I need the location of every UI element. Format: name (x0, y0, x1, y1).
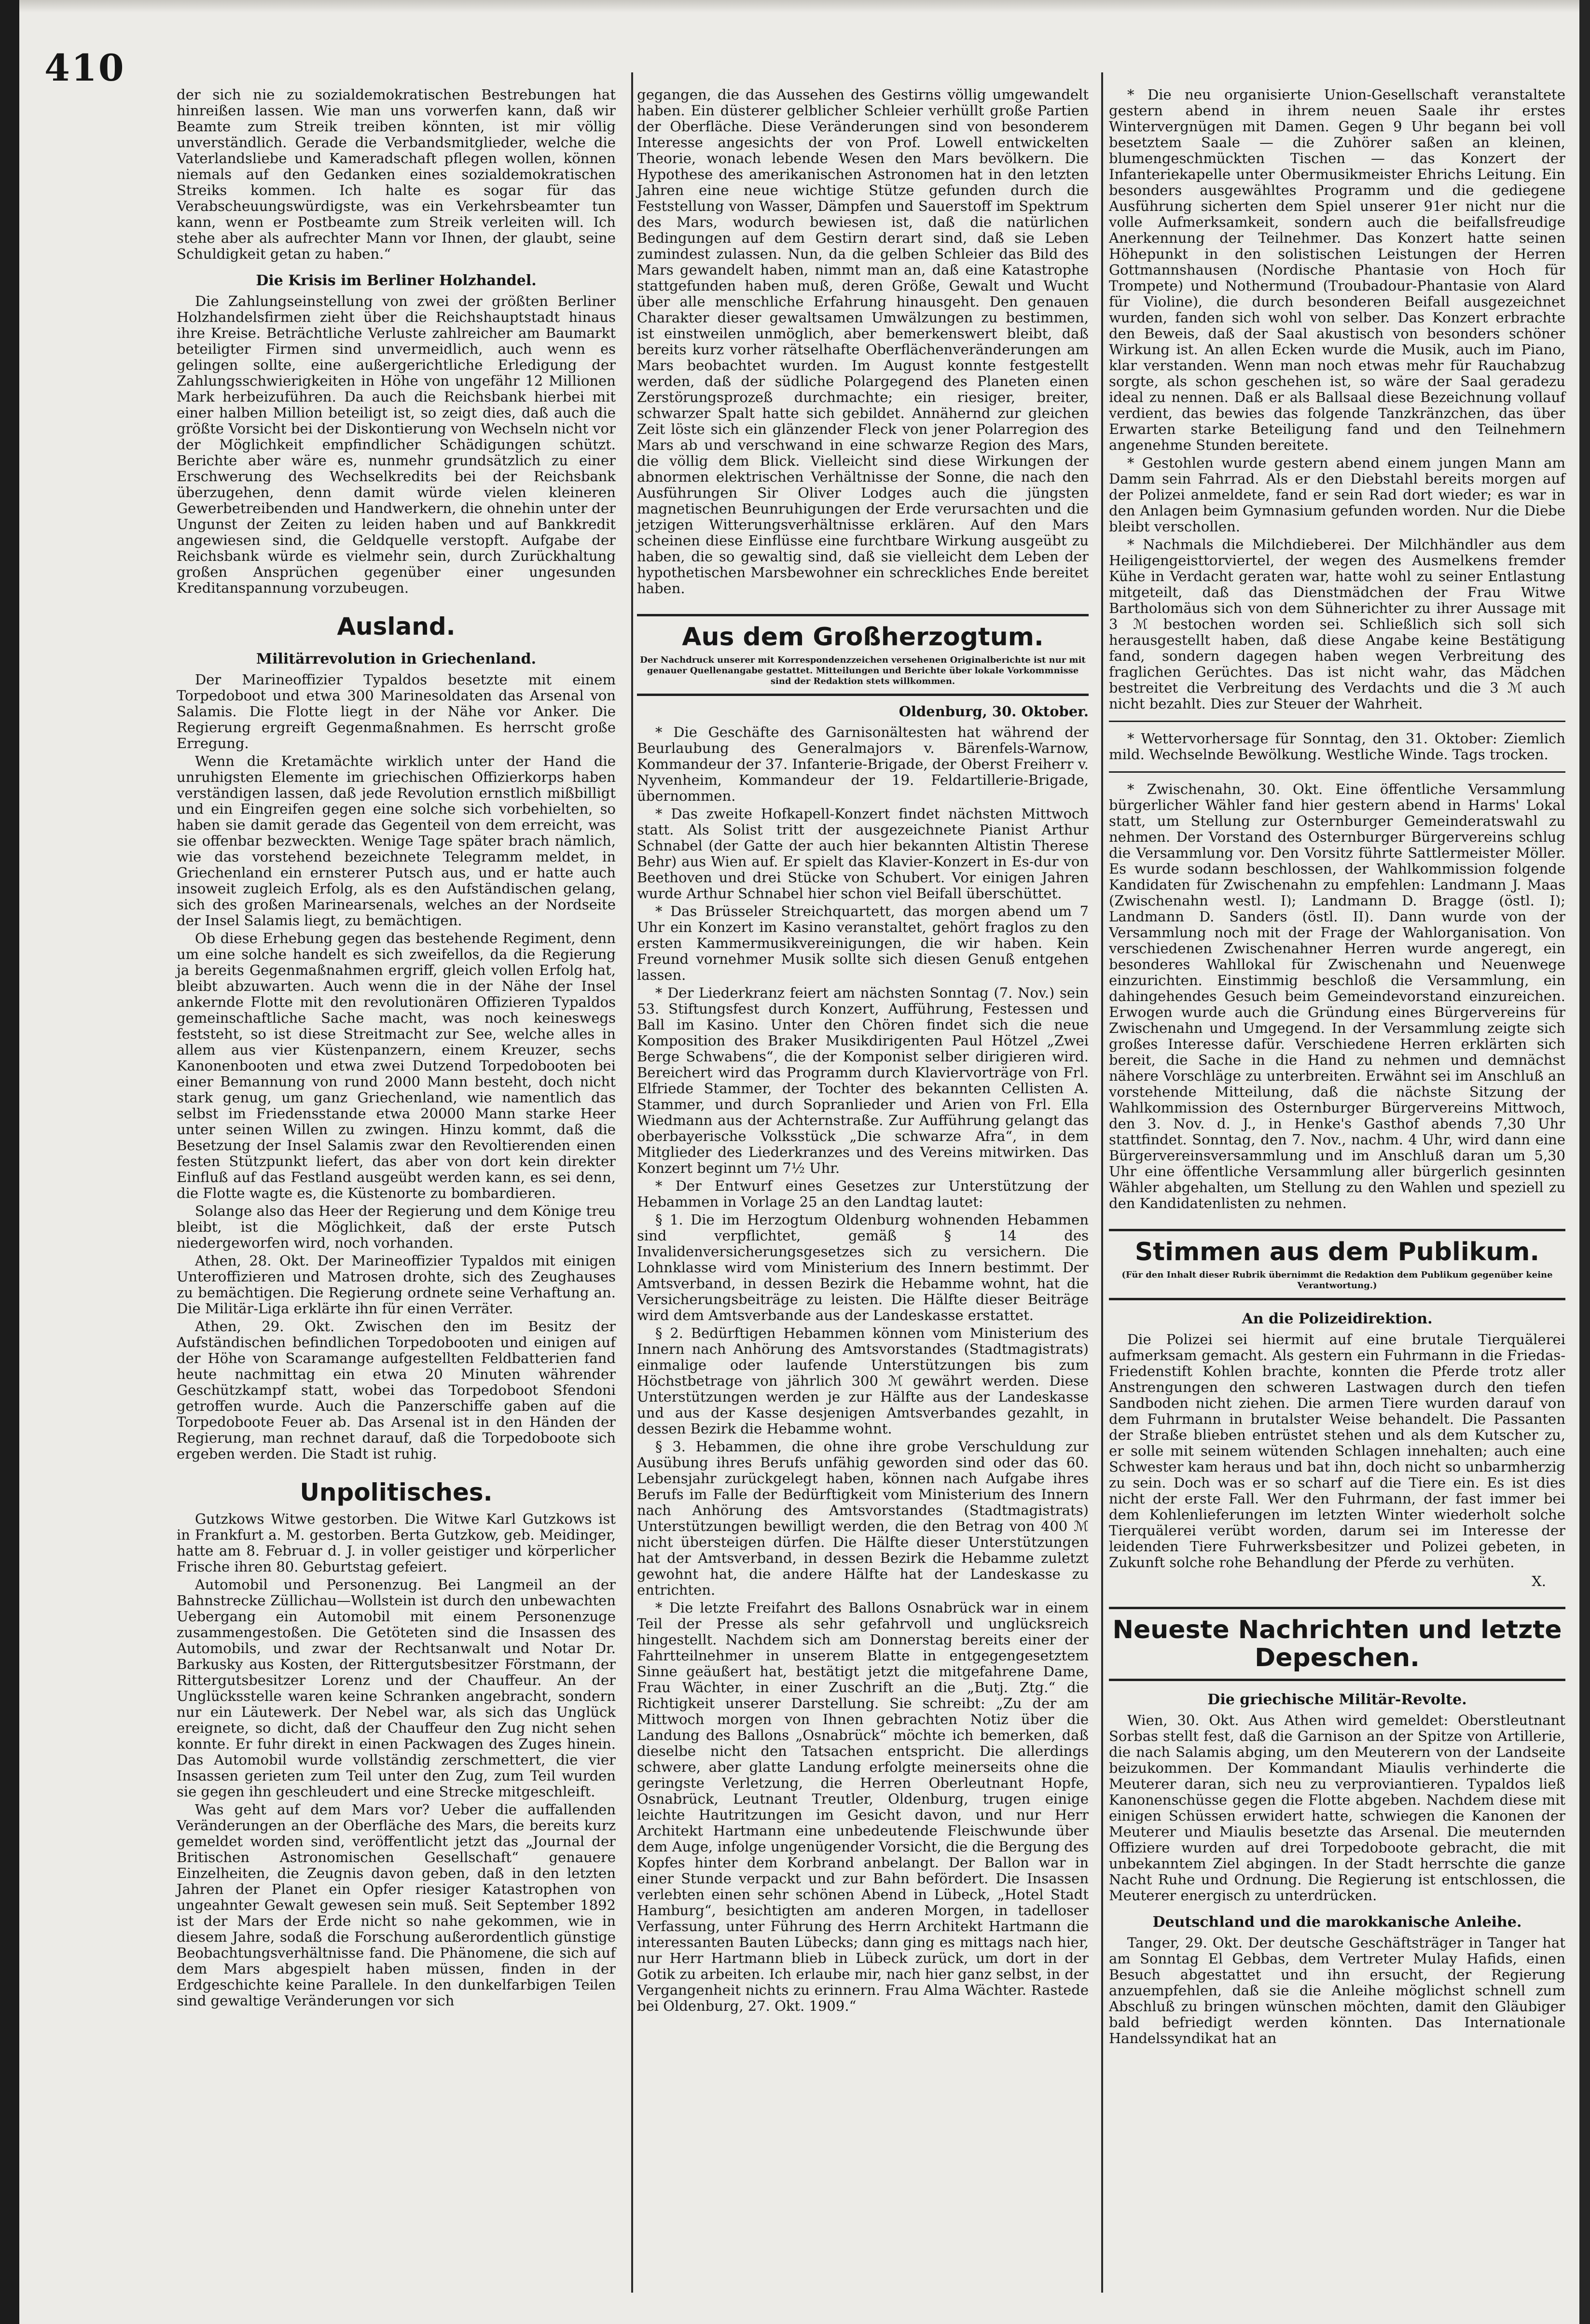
article-paragraph: § 2. Bedürftigen Hebammen können vom Ministerium des Innern nach Anhörung des Amtsvorstandes (Stadtmagistrats) einmalige oder laufende Unterstützungen bis zum Höchstbetrage von jährlich 300 ℳ gewährt werden. Diese Unterstützungen werden je zur Hälfte aus der Landeskasse und aus der Kasse desjenigen Amtsverbandes gezahlt, in dessen Bezirk die Hebamme wohnt. (637, 1325, 1089, 1437)
section-heading-unpolitisches: Unpolitisches. (300, 1478, 493, 1506)
column-rule-2 (1101, 72, 1103, 2293)
section-heading-grossherzogtum: Aus dem Großherzogtum. (682, 623, 1044, 652)
article-paragraph: * Der Liederkranz feiert am nächsten Sonntag (7. Nov.) sein 53. Stiftungsfest durch Konzert, Aufführung, Festessen und Ball im Kasino. Unter den Chören findet sich die neue Komposition des Braker Musikdirigenten Paul Hötzel „Zwei Berge Schwabens“, die der Komponist selber dirigieren wird. Bereichert wird das Programm durch Klaviervorträge von Frl. Elfriede Stammer, der Tochter des bekannten Cellisten A. Stammer, und durch Sopranlieder und Arien von Frl. Ella Wiedmann aus der Achternstraße. Zur Aufführung gelangt das oberbayerische Volksstück „Die schwarze Afra“, in dem Mitglieder des Liederkranzes und des Vereins mitwirken. Das Konzert beginnt um 7½ Uhr. (637, 985, 1089, 1176)
article-paragraph: * Die letzte Freifahrt des Ballons Osnabrück war in einem Teil der Presse als sehr gefahrvoll und unglücksreich hingestellt. Nachdem sich am Donnerstag bereits einer der Fahrtteilnehmer in unserem Blatte in entgegengesetztem Sinne geäußert hat, bestätigt jetzt die mitgefahrene Dame, Frau Wächter, in einer Zuschrift an die „Butj. Ztg.“ die Richtigkeit unserer Darstellung. Sie schreibt: „Zu der am Mittwoch morgen von Ihnen gebrachten Notiz über die Landung des Ballons „Osnabrück“ möchte ich bemerken, daß dieselbe nicht den Tatsachen entspricht. Die allerdings schwere, aber glatte Landung erfolgte meinerseits ohne die geringste Verletzung, die Herren Oberleutnant Hopfe, Osnabrück, Leutnant Treutler, Oldenburg, trugen einige leichte Hautritzungen im Gesicht davon, und nur Herr Architekt Hartmann eine unbedeutende Fleischwunde über dem Auge, infolge ungenügender Vorsicht, die die Bergung des Kopfes hinter dem Korbrand anbelangt. Der Ballon war in einer Stunde verpackt und zur Bahn befördert. Die Insassen verlebten einen sehr schönen Abend in Lübeck, „Hotel Stadt Hamburg“, besichtigten am anderen Morgen, in tadelloser Verfassung, unter Führung des Herrn Architekt Hartmann die interessanten Bauten Lübecks; dann ging es mittags nach hier, nur Herr Hartmann blieb in Lübeck zurück, um dort in der Gotik zu arbeiten. Ich erlaube mir, nach hier ganz selbst, in der Vergangenheit nichts zu erinnern. Frau Alma Wächter. Rastede bei Oldenburg, 27. Okt. 1909.“ (637, 1600, 1089, 2014)
page-binding-edge (0, 0, 19, 2324)
section-box-stimmen (1109, 1229, 1565, 1300)
article-paragraph: Automobil und Personenzug. Bei Langmeil an der Bahnstrecke Züllichau—Wollstein ist durch den unbewachten Uebergang ein Automobil mit einem Personenzuge zusammengestoßen. Die Getöteten sind die Insassen des Automobils, und zwar der Rechtsanwalt und Notar Dr. Barkusky aus Kosten, der Rittergutsbesitzer Förstmann, der Rittergutsbesitzer Lorenz und der Chauffeur. An der Unglücksstelle waren keine Schranken angebracht, sondern nur ein Läutewerk. Der Nebel war, als sich das Unglück ereignete, so dicht, daß der Chauffeur den Zug nicht sehen konnte. Er fuhr direkt in einen Packwagen des Zuges hinein. Das Automobil wurde vollständig zerschmettert, die vier Insassen gerieten zum Teil unter den Zug, zum Teil wurden sie gegen ihn geschleudert und eine Strecke mitgeschleift. (177, 1576, 616, 1800)
article-paragraph: * Nachmals die Milchdieberei. Der Milchhändler aus dem Heiligengeisttorviertel, der wegen des Ausmelkens fremder Kühe in Verdacht geraten war, hatte wohl zu seiner Entlastung mitgeteilt, daß das Dienstmädchen der Frau Witwe Bartholomäus sich von dem Sühnerichter zu ihrer Aussage mit 3 ℳ bestochen worden sei. Schließlich sich soll sich herausgestellt haben, daß diese Angabe keine Bestätigung fand, sondern dagegen haben wegen Verbreitung des fraglichen Gerüchtes. Das ist nicht wahr, das Mädchen bestreitet die Verbreitung des Verdachts und die 3 ℳ auch nicht bezahlt. Dies zur Steuer der Wahrheit. (1109, 536, 1565, 712)
divider (1109, 771, 1565, 773)
letter-title-polizeidirektion: An die Polizeidirektion. (1242, 1310, 1433, 1327)
divider (1109, 721, 1565, 722)
article-paragraph: * Gestohlen wurde gestern abend einem jungen Mann am Damm sein Fahrrad. Als er den Diebstahl bereits morgen auf der Polizei anmeldete, fand er sein Rad dort wieder; es war in den Anlagen beim Gymnasium gefunden worden. Nur die Diebe bleibt verschollen. (1109, 455, 1565, 535)
article-paragraph: * Die neu organisierte Union-Gesellschaft veranstaltete gestern abend in ihrem neuen Saale ihr erstes Wintervergnügen mit Damen. Gegen 9 Uhr begann bei voll besetztem Saale — die Zuhörer saßen an kleinen, blumengeschmückten Tischen — das Konzert der Infanteriekapelle unter Obermusikmeister Ehrichs Leitung. Ein besonders ausgewähltes Programm und die gediegene Ausführung sicherten dem Spiel unserer 91er nicht nur die volle Aufmerksamkeit, sondern auch die beifallsfreudige Anerkennung der Teilnehmer. Das Konzert hatte seinen Höhepunkt in den solistischen Leistungen der Herren Gottmannshausen (Nordische Phantasie von Hoch für Trompete) und Nothermund (Troubadour-Phantasie von Alard für Violine), die durch besonderen Beifall ausgezeichnet wurden, fanden sich wohl von selber. Das Konzert erbrachte den Beweis, daß der Saal akustisch von besonders schöner Wirkung ist. An allen Ecken wurde die Musik, auch im Piano, klar verstanden. Wenn man noch etwas mehr für Rauchabzug sorgte, als schon geschehen ist, so wäre der Saal geradezu ideal zu nennen. Daß er als Ballsaal diese Bezeichnung vollauf verdient, das bewies das folgende Tanzkränzchen, das über Erwarten starke Beteiligung fand und den Teilnehmern angenehme Stunden bereitete. (1109, 86, 1565, 453)
article-title-holzhandel: Die Krisis im Berliner Holzhandel. (256, 272, 537, 289)
column-2 (637, 87, 1089, 2016)
article-paragraph: * Die Geschäfte des Garnisonältesten hat während der Beurlaubung des Generalmajors v. Bärenfels-Warnow, Kommandeur der 37. Infanterie-Brigade, der Oberst Freiherr v. Nyvenheim, Kommandeur der 19. Feldartillerie-Brigade, übernommen. (637, 724, 1089, 804)
section-box-neueste (1109, 1607, 1565, 1681)
editorial-disclaimer: (Für den Inhalt dieser Rubrik übernimmt die Redaktion dem Publikum gegenüber keine Verantwortung.) (1121, 1270, 1553, 1291)
article-paragraph: Der Marineoffizier Typaldos besetzte mit einem Torpedoboot und etwa 300 Marinesoldaten das Arsenal von Salamis. Die Flotte liegt in der Nähe vor Anker. Die Regierung ergreift Gegenmaßnahmen. Es herrscht große Erregung. (177, 671, 616, 751)
section-heading-ausland: Ausland. (337, 612, 456, 640)
article-paragraph: * Das zweite Hofkapell-Konzert findet nächsten Mittwoch statt. Als Solist tritt der ausgezeichnete Pianist Arthur Schnabel (der Gatte der auch hier bekannten Altistin Therese Behr) aus Wien auf. Er spielt das Klavier-Konzert in Es-dur von Beethoven und drei Stücke von Schubert. Vor einigen Jahren wurde Arthur Schnabel hier schon viel Beifall überschüttet. (637, 806, 1089, 902)
section-box-grossherzogtum (637, 614, 1089, 696)
article-paragraph: Gutzkows Witwe gestorben. Die Witwe Karl Gutzkows ist in Frankfurt a. M. gestorben. Berta Gutzkow, geb. Meidinger, hatte am 8. Februar d. J. in voller geistiger und körperlicher Frische ihren 80. Geburtstag gefeiert. (177, 1511, 616, 1575)
page-number: 410 (44, 46, 125, 89)
article-paragraph: Athen, 28. Okt. Der Marineoffizier Typaldos mit einigen Unteroffizieren und Matrosen drohte, sich des Zeughauses zu bemächtigen. Die Regierung ordnete seine Verhaftung an. Die Militär-Liga erklärte ihn für einen Verräter. (177, 1252, 616, 1317)
article-paragraph: § 1. Die im Herzogtum Oldenburg wohnenden Hebammen sind verpflichtet, gemäß § 14 des Invalidenversicherungsgesetzes sich zu versichern. Die Lohnklasse wird vom Ministerium des Innern bestimmt. Der Amtsverband, in dessen Bezirk die Hebamme wohnt, hat die Versicherungsbeiträge zu leisten. Die Hälfte dieser Beiträge wird dem Amtsverbande aus der Landeskasse erstattet. (637, 1211, 1089, 1323)
article-paragraph: der sich nie zu sozialdemokratischen Bestrebungen hat hinreißen lassen. Wie man uns vorwerfen kann, daß wir Beamte zum Streik treiben könnten, ist mir völlig unverständlich. Gerade die Verbandsmitglieder, welche die Vaterlandsliebe und Kameradschaft pflegen wollen, können niemals auf den Gedanken eines sozialdemokratischen Streiks kommen. Ich halte es sogar für das Verabscheuungswürdigste, was ein Verkehrsbeamter tun kann, wenn er Postbeamte zum Streik verleiten will. Ich stehe aber als aufrechter Mann vor Ihnen, der glaubt, seine Schuldigkeit getan zu haben.“ (177, 86, 616, 262)
article-title-militaerrevolution: Militärrevolution in Griechenland. (256, 651, 537, 668)
article-paragraph: * Das Brüsseler Streichquartett, das morgen abend um 7 Uhr ein Konzert im Kasino veranstaltet, gehört fraglos zu den ersten Kammermusikvereinigungen, die wir haben. Kein Freund vornehmer Musik sollte sich diesen Genuß entgehen lassen. (637, 903, 1089, 983)
article-paragraph: * Der Entwurf eines Gesetzes zur Unterstützung der Hebammen in Vorlage 25 an den Landtag lautet: (637, 1178, 1089, 1210)
article-title-militaer-revolte: Die griechische Militär-Revolte. (1207, 1691, 1467, 1708)
article-paragraph: * Zwischenahn, 30. Okt. Eine öffentliche Versammlung bürgerlicher Wähler fand hier gestern abend in Harms' Lokal statt, um Stellung zur Osternburger Gemeinderatswahl zu nehmen. Der Vorstand des Osternburger Bürgervereins schlug die Versammlung vor. Den Vorsitz führte Sattlermeister Möller. Es wurde sodann beschlossen, der Wahlkommission folgende Kandidaten für Zwischenahn zu empfehlen: Landmann J. Maas (Zwischenahn westl. I); Landmann D. Bragge (östl. I); Landmann D. Sanders (östl. II). Dann wurde von der Versammlung noch mit der Frage der Wahlorganisation. Von verschiedenen Zwischenahner Herren wurde angeregt, ein besonderes Wahllokal für Zwischenahn und Neuenwege einzurichten. Einstimmig beschloß die Versammlung, ein dahingehendes Gesuch beim Gemeindevorstand einzureichen. Erwogen wurde auch die Gründung eines Bürgervereins für Zwischenahn und Umgegend. In der Versammlung zeigte sich großes Interesse dafür. Verschiedene Herren erklärten sich bereit, die Sache in die Hand zu nehmen und demnächst nähere Vorschläge zu unterbreiten. Erwähnt sei im Anschluß an vorstehende Mitteilung, daß die nächste Sitzung der Wahlkommission des Osternburger Bürgervereins Mittwoch, den 3. Nov. d. J., in Henke's Gasthof abends 7,30 Uhr stattfindet. Sonntag, den 7. Nov., nachm. 4 Uhr, wird dann eine Bürgervereinsversammlung und im Anschluß daran um 5,30 Uhr eine öffentliche Versammlung aller bürgerlich gesinnten Wähler abgehalten, um Stellung zu den Wahlen und speziell zu den Kandidatenlisten zu nehmen. (1109, 781, 1565, 1211)
page-top-shadow (19, 0, 1579, 13)
column-rule-1 (631, 72, 633, 2293)
page-right-edge (1579, 0, 1590, 2324)
article-paragraph: Athen, 29. Okt. Zwischen den im Besitz der Aufständischen befindlichen Torpedobooten und einigen auf der Höhe von Scaramange aufgestellten Feldbatterien fand heute nachmittag ein etwa 20 Minuten währender Geschützkampf statt, wobei das Torpedoboot Sfendoni getroffen wurde. Auch die Panzerschiffe gaben auf die Torpedoboote Feuer ab. Das Arsenal ist in den Händen der Regierung, man rechnet darauf, daß die Torpedoboote sich ergeben werden. Die Stadt ist ruhig. (177, 1318, 616, 1462)
column-1 (177, 87, 616, 2011)
article-paragraph: gegangen, die das Aussehen des Gestirns völlig umgewandelt haben. Ein düsterer gelblicher Schleier verhüllt große Partien der Oberfläche. Diese Veränderungen sind von besonderem Interesse angesichts der von Prof. Lowell entwickelten Theorie, wonach lebende Wesen den Mars bevölkern. Die Hypothese des amerikanischen Astronomen hat in den letzten Jahren eine neue wichtige Stütze gefunden durch die Feststellung von Wasser, Dämpfen und Sauerstoff im Spektrum des Mars, wodurch bewiesen ist, daß die natürlichen Bedingungen auf dem Gestirn derart sind, daß sie Leben zumindest zulassen. Nun, da die gelben Schleier das Bild des Mars gewandelt haben, nimmt man an, daß eine Katastrophe stattgefunden haben muß, deren Größe, Gewalt und Wucht über alle menschliche Erfahrung hinausgeht. Den genauen Charakter dieser gewaltsamen Umwälzungen zu bestimmen, ist einstweilen unmöglich, aber bemerkenswert bleibt, daß bereits kurz vorher rätselhafte Oberflächenveränderungen am Mars beobachtet wurden. Im August konnte festgestellt werden, daß der südliche Polargegend des Planeten einen Zerstörungsprozeß durchmachte; ein riesiger, breiter, schwarzer Spalt hatte sich gebildet. Annähernd zur gleichen Zeit löste sich ein glänzender Fleck von jener Polarregion des Mars ab und verschwand in eine schwarze Region des Mars, die völlig dem Blick. Vielleicht sind diese Wirkungen der abnormen elektrischen Verhältnisse der Sonne, die nach den Ausführungen Sir Oliver Lodges auch die jüngsten magnetischen Beunruhigungen der Erde verursachten und die jetzigen Witterungsverhältnisse erklären. Auf den Mars scheinen diese Einflüsse eine furchtbare Wirkung ausgeübt zu haben, die so gewaltig sind, daß sie vielleicht dem Leben der hypothetischen Marsbewohner ein schreckliches Ende bereitet haben. (637, 86, 1089, 597)
article-paragraph: Die Zahlungseinstellung von zwei der größten Berliner Holzhandelsfirmen zieht über die Reichshauptstadt hinaus ihre Kreise. Beträchtliche Verluste zahlreicher am Baumarkt beteiligter Firmen sind unvermeidlich, auch wenn es gelingen sollte, eine außergerichtliche Erledigung der Zahlungsschwierigkeiten in Höhe von ungefähr 12 Millionen Mark herbeizuführen. Da auch die Reichsbank hierbei mit einer halben Million beteiligt ist, so zeigt dies, daß auch die größte Vorsicht bei der Diskontierung von Wechseln nicht vor der Möglichkeit empfindlicher Schädigungen schützt. Berichte aber wäre es, nunmehr grundsätzlich zu einer Erschwerung des Wechselkredits bei der Reichsbank überzugehen, denn damit würde vielen kleineren Gewerbetreibenden und Handwerkern, die ohnehin unter der Ungunst der Zeiten zu leiden haben und auf Bankkredit angewiesen sind, die Geldquelle verstopft. Aufgabe der Reichsbank würde es vielmehr sein, durch Zurückhaltung großen Ansprüchen gegenüber einer ungesunden Kreditanspannung vorzubeugen. (177, 293, 616, 596)
article-paragraph: Solange also das Heer der Regierung und dem Könige treu bleibt, ist die Möglichkeit, daß der erste Putsch niedergeworfen wird, noch vorhanden. (177, 1203, 616, 1251)
article-paragraph: Wenn die Kretamächte wirklich unter der Hand die unruhigsten Elemente im griechischen Offizierkorps haben verständigen lassen, daß jede Revolution ernstlich mißbilligt und ein Eingreifen gegen eine solche sich vorbehielten, so haben sie damit gerade das Gegenteil von dem erreicht, was sie offenbar bezweckten. Wenige Tage später brach nämlich, wie das vorstehend bezeichnete Telegramm meldet, in Griechenland ein ernsterer Putsch aus, und er hatte auch insoweit zugleich Erfolg, als es den Aufständischen gelang, sich des großen Marinearsenals, welches an der Nordseite der Insel Salamis liegt, zu bemächtigen. (177, 753, 616, 929)
weather-forecast: * Wettervorhersage für Sonntag, den 31. Oktober: Ziemlich mild. Wechselnde Bewölkung. Westliche Winde. Tags trocken. (1109, 730, 1565, 763)
dateline: Oldenburg, 30. Oktober. (899, 703, 1089, 720)
section-heading-neueste: Neueste Nachrichten und letzte Depeschen. (1112, 1615, 1562, 1672)
letter-signature: X. (1532, 1573, 1546, 1589)
article-title-marokko-anleihe: Deutschland und die marokkanische Anleihe. (1152, 1914, 1522, 1931)
article-paragraph: Was geht auf dem Mars vor? Ueber die auffallenden Veränderungen an der Oberfläche des Mars, die bereits kurz gemeldet worden sind, veröffentlicht jetzt das „Journal der Britischen Astronomischen Gesellschaft“ genauere Einzelheiten, die Zeugnis davon geben, daß in den letzten Jahren der Planet ein Opfer riesiger Katastrophen von ungeahnter Gewalt gewesen sein muß. Seit September 1892 ist der Mars der Erde nicht so nahe gekommen, wie in diesem Jahre, sodaß die Forschung außerordentlich günstige Beobachtungsverhältnisse fand. Die Phänomene, die sich auf dem Mars abgespielt haben müssen, finden in der Erdgeschichte keine Parallele. In den dunkelfarbigen Teilen sind gewaltige Veränderungen vor sich (177, 1801, 616, 2009)
article-paragraph: Die Polizei sei hiermit auf eine brutale Tierquälerei aufmerksam gemacht. Als gestern ein Fuhrmann in die Friedas-Friedenstift Kohlen brachte, konnten die Pferde trotz aller Anstrengungen den schweren Lastwagen durch den tiefen Sandboden nicht ziehen. Die armen Tiere wurden darauf von dem Fuhrmann in brutalster Weise behandelt. Die Passanten der Straße blieben entrüstet stehen und als dem Kutscher zu, er solle mit seinem wütenden Schlagen innehalten; auch eine Schwester kam heraus und bat ihn, doch nicht so unbarmherzig zu sein. Doch was er so scharf auf die Tiere ein. Es ist dies nicht der erste Fall. Wer den Fuhrmann, der fast immer bei dem Kohlenlieferungen im letzten Winter wiederholt solche Tierquälerei verübt worden, darum sei im Interesse der leidenden Tiere Fuhrwerksbesitzer und Polizei gebeten, in Zukunft solche rohe Behandlung der Pferde zu verhüten. (1109, 1331, 1565, 1571)
article-paragraph: Wien, 30. Okt. Aus Athen wird gemeldet: Oberstleutnant Sorbas stellt fest, daß die Garnison an der Spitze von Artillerie, die nach Salamis abging, um den Meuterern von der Landseite beizukommen. Der Kommandant Miaulis verhinderte die Meuterer daran, sich neu zu verproviantieren. Typaldos ließ Kanonenschüsse gegen die Flotte abgeben. Nachdem diese mit einigen Schüssen erwidert hatte, schwiegen die Kanonen der Meuterer und Miaulis besetzte das Arsenal. Die meuternden Offiziere wurden auf drei Torpedoboote gebracht, die mit unbekanntem Ziel abgingen. In der Stadt herrschte die ganze Nacht Ruhe und Ordnung. Die Regierung ist entschlossen, die Meuterer energisch zu unterdrücken. (1109, 1712, 1565, 1904)
article-paragraph: Tanger, 29. Okt. Der deutsche Geschäftsträger in Tanger hat am Sonntag El Gebbas, dem Vertreter Mulay Hafids, einen Besuch abgestattet und ihn ersucht, der Regierung anzuempfehlen, daß sie die Anleihe möglichst schnell zum Abschluß zu bringen wünschen möchten, damit den Gläubiger bald befriedigt werden könnten. Das Internationale Handelssyndikat hat an (1109, 1934, 1565, 2046)
article-paragraph: Ob diese Erhebung gegen das bestehende Regiment, denn um eine solche handelt es sich zweifellos, da die Regierung ja bereits Gegenmaßnahmen ergriff, gleich vollen Erfolg hat, bleibt abzuwarten. Auch wenn die in der Nähe der Insel ankernde Flotte mit den revolutionären Offizieren Typaldos gemeinschaftliche Sache macht, was noch keineswegs feststeht, so ist diese Streitmacht zur See, welche alles in allem aus vier Küstenpanzern, einem Kreuzer, sechs Kanonenbooten und etwa zwei Dutzend Torpedobooten bei einer Bemannung von rund 2000 Mann besteht, doch nicht stark genug, um ganz Griechenland, wie namentlich das selbst im Friedensstande etwa 20000 Mann starke Heer unter seinen Willen zu zwingen. Hinzu kommt, daß die Besetzung der Insel Salamis zwar den Revoltierenden einen festen Stützpunkt liefert, das aber von dort kein direkter Einfluß auf das Festland ausgeübt werden kann, es sei denn, die Flotte wagte es, die Küstenorte zu bombardieren. (177, 930, 616, 1201)
article-paragraph: § 3. Hebammen, die ohne ihre grobe Verschuldung zur Ausübung ihres Berufs unfähig geworden sind oder das 60. Lebensjahr zurückgelegt haben, können nach Aufgabe ihres Berufs im Falle der Bedürftigkeit vom Ministerium des Innern nach Anhörung des Amtsvorstandes (Stadtmagistrats) Unterstützungen bewilligt werden, die den Betrag von 400 ℳ nicht übersteigen dürfen. Die Hälfte dieser Unterstützungen hat der Amtsverband, in dessen Bezirk die Hebamme zuletzt gewohnt hat, die andere Hälfte hat der Landeskasse zu entrichten. (637, 1438, 1089, 1598)
column-3 (1109, 87, 1565, 2048)
reprint-note: Der Nachdruck unserer mit Korrespondenzzeichen versehenen Originalberichte ist nur mit genauer Quellenangabe gestattet. Mitteilungen und Berichte über lokale Vorkommnisse sind der Redaktion stets willkommen. (640, 655, 1086, 686)
section-heading-stimmen: Stimmen aus dem Publikum. (1134, 1238, 1540, 1266)
